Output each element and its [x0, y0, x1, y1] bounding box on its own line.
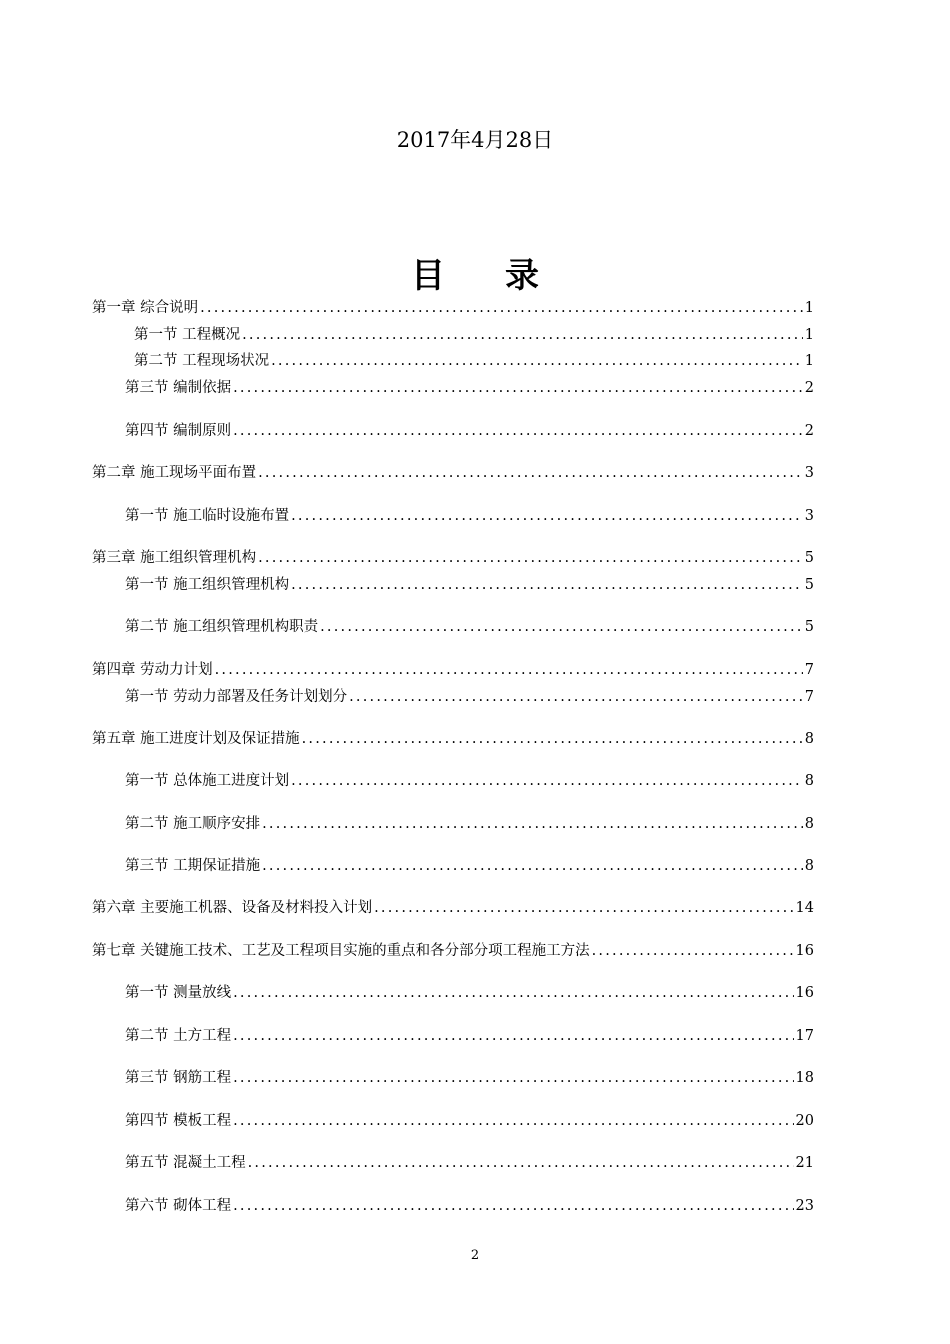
toc-entry[interactable] — [125, 983, 814, 1003]
toc-entry-label: 第三节 编制依据 — [125, 380, 232, 396]
toc-entry[interactable] — [125, 575, 814, 595]
toc-entry[interactable] — [125, 856, 814, 876]
toc-entry-page: 16 — [795, 943, 814, 959]
toc-entry[interactable] — [92, 548, 814, 568]
toc-entry-page: 8 — [804, 773, 814, 789]
toc-entry-page: 5 — [804, 550, 814, 566]
toc-entry[interactable] — [92, 298, 814, 318]
toc-entry[interactable] — [125, 1153, 814, 1173]
toc-entry-page: 8 — [804, 731, 814, 747]
toc-entry-page: 16 — [795, 985, 814, 1001]
toc-entry-page: 8 — [804, 858, 814, 874]
toc-entry-label: 第一章 综合说明 — [92, 300, 199, 316]
toc-entry-label: 第三节 钢筋工程 — [125, 1070, 232, 1086]
toc-entry-page: 3 — [804, 508, 814, 524]
toc-entry-page: 8 — [804, 816, 814, 832]
toc-entry-label: 第一节 工程概况 — [134, 327, 241, 343]
toc-entry[interactable] — [134, 325, 814, 345]
toc-entry-label: 第五节 混凝土工程 — [125, 1155, 246, 1171]
document-date: 2017年4月28日 — [396, 128, 554, 152]
toc-entry-label: 第三章 施工组织管理机构 — [92, 550, 257, 566]
toc-entry-label: 第四节 模板工程 — [125, 1113, 232, 1129]
toc-entry-label: 第二节 施工顺序安排 — [125, 816, 261, 832]
page-number: 2 — [470, 1248, 480, 1263]
toc-entry[interactable] — [125, 1068, 814, 1088]
toc-entry-label: 第三节 工期保证措施 — [125, 858, 261, 874]
toc-entry-label: 第四节 编制原则 — [125, 423, 232, 439]
toc-entry[interactable] — [125, 378, 814, 398]
toc-entry-label: 第一节 总体施工进度计划 — [125, 773, 290, 789]
toc-entry-label: 第二节 土方工程 — [125, 1028, 232, 1044]
toc-entry-label: 第四章 劳动力计划 — [92, 662, 213, 678]
toc-entry-page: 7 — [804, 662, 814, 678]
toc-entry[interactable] — [92, 898, 814, 918]
toc-entry[interactable] — [92, 729, 814, 749]
toc-entry[interactable] — [92, 660, 814, 680]
toc-entry-page: 7 — [804, 689, 814, 705]
toc-entry-label: 第二节 施工组织管理机构职责 — [125, 619, 319, 635]
toc-entry-page: 17 — [795, 1028, 814, 1044]
toc-entry[interactable] — [92, 463, 814, 483]
toc-entry-label: 第五章 施工进度计划及保证措施 — [92, 731, 300, 747]
toc-entry-label: 第一节 施工临时设施布置 — [125, 508, 290, 524]
toc-entry-page: 5 — [804, 577, 814, 593]
toc-entry-page: 2 — [804, 423, 814, 439]
toc-entry[interactable] — [125, 1196, 814, 1216]
toc-entry[interactable] — [125, 1026, 814, 1046]
toc-entry-page: 1 — [804, 300, 814, 316]
toc-entry-label: 第六章 主要施工机器、设备及材料投入计划 — [92, 900, 373, 916]
toc-entry-label: 第六节 砌体工程 — [125, 1198, 232, 1214]
toc-entry-page: 20 — [795, 1113, 814, 1129]
toc-entry-page: 1 — [804, 353, 814, 369]
toc-entry[interactable] — [92, 941, 814, 961]
toc-entry-label: 第七章 关键施工技术、工艺及工程项目实施的重点和各分部分项工程施工方法 — [92, 943, 590, 959]
toc-entry[interactable] — [125, 617, 814, 637]
toc-entry-label: 第一节 施工组织管理机构 — [125, 577, 290, 593]
toc-entry[interactable] — [134, 351, 814, 371]
toc-entry[interactable] — [125, 506, 814, 526]
toc-entry-label: 第二节 工程现场状况 — [134, 353, 270, 369]
toc-entry[interactable] — [125, 814, 814, 834]
toc-entry-page: 21 — [795, 1155, 814, 1171]
toc-entry[interactable] — [125, 771, 814, 791]
toc-entry-page: 14 — [795, 900, 814, 916]
toc-entry-page: 18 — [795, 1070, 814, 1086]
toc-entry[interactable] — [125, 1111, 814, 1131]
toc-entry-page: 3 — [804, 465, 814, 481]
toc-entry[interactable] — [125, 421, 814, 441]
toc-entry-page: 5 — [804, 619, 814, 635]
toc-entry-label: 第一节 测量放线 — [125, 985, 232, 1001]
toc-entry-page: 1 — [804, 327, 814, 343]
toc-title — [0, 248, 950, 297]
toc-entry[interactable] — [125, 687, 814, 707]
toc-entry-label: 第一节 劳动力部署及任务计划划分 — [125, 689, 348, 705]
toc-title-char-1: 目 — [411, 256, 445, 296]
toc-title-char-2: 录 — [505, 256, 539, 296]
toc-entry-page: 2 — [804, 380, 814, 396]
toc-entry-label: 第二章 施工现场平面布置 — [92, 465, 257, 481]
toc-entry-page: 23 — [795, 1198, 814, 1214]
